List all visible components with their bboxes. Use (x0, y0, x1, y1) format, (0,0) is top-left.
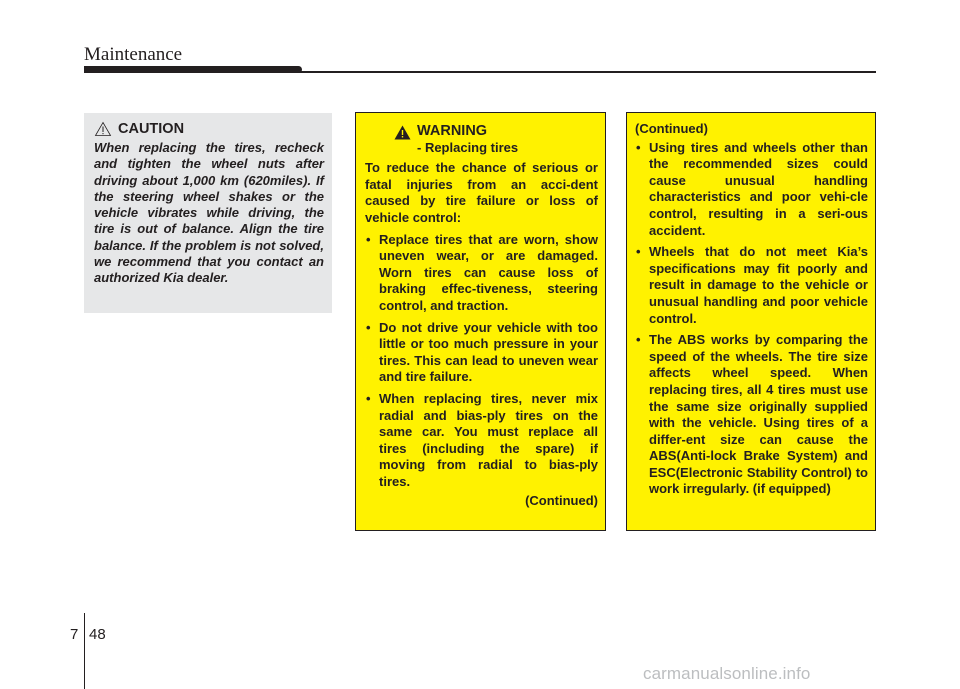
warning-box-left (355, 112, 606, 531)
list-item: • Using tires and wheels other than the recommended sizes could cause unusual handling characteristics and poor vehi-cle control, resulting in a seri-ous accident. (635, 140, 868, 240)
list-item: • Do not drive your vehicle with too little or too much pressure in your tires. This can lead to uneven wear and tire failure. (365, 320, 598, 386)
list-item: • When replacing tires, never mix radial and bias-ply tires on the same car. You must replace all tires (including the spare) if moving from radial to bias-ply tires. (365, 391, 598, 491)
list-item: • Wheels that do not meet Kia’s specifications may fit poorly and result in damage to the vehicle or unusual handling and poor vehicle control. (635, 244, 868, 327)
header-title: Maintenance (84, 44, 183, 65)
warning-box-right (626, 112, 876, 531)
header-rule (84, 71, 876, 73)
warning-list-right (635, 140, 868, 498)
warning-heading-text (417, 123, 518, 156)
warning-heading-word: WARNING (417, 123, 488, 139)
caution-heading-text: CAUTION (118, 121, 185, 137)
caution-box (84, 113, 332, 313)
watermark: carmanualsonline.info (643, 664, 811, 683)
warning-triangle-outline-icon (94, 121, 112, 137)
list-item: • Replace tires that are worn, show uneven wear, or are damaged. Worn tires can cause loss of braking effec-tiveness, steering control, and traction. (365, 232, 598, 315)
warning-intro: To reduce the chance of serious or fatal injuries from an acci-dent caused by tire failure or loss of vehicle control: (365, 160, 598, 225)
warning-triangle-filled-icon (394, 125, 411, 140)
warning-list-left (365, 232, 598, 491)
caution-body: When replacing the tires, recheck and tighten the wheel nuts after driving about 1,000 km (620miles). If the steering wheel shakes or the vehicle vibrates while driving, the tire is out of balance. Align the tire balance. If the problem is not solved, we recommend that you contact an authorized Kia dealer. (94, 140, 324, 286)
footer-rule (84, 613, 85, 689)
caution-heading (94, 121, 324, 137)
continued-label-start: (Continued) (635, 121, 708, 136)
warning-heading-subtitle: - Replacing tires (417, 139, 519, 155)
chapter-number: 7 (70, 626, 79, 643)
page-number: 48 (89, 626, 106, 643)
list-item: • The ABS works by comparing the speed of the wheels. The tire size affects wheel speed. When replacing tires, all 4 tires must use the same size originally supplied with the vehicle. Using tires of a differ-ent size can cause the ABS(Anti-lock Brake System) and ESC(Electronic Stability Control) to work irregularly. (if equipped) (635, 332, 868, 498)
warning-heading (365, 123, 598, 156)
continued-label-end: (Continued) (525, 493, 598, 509)
